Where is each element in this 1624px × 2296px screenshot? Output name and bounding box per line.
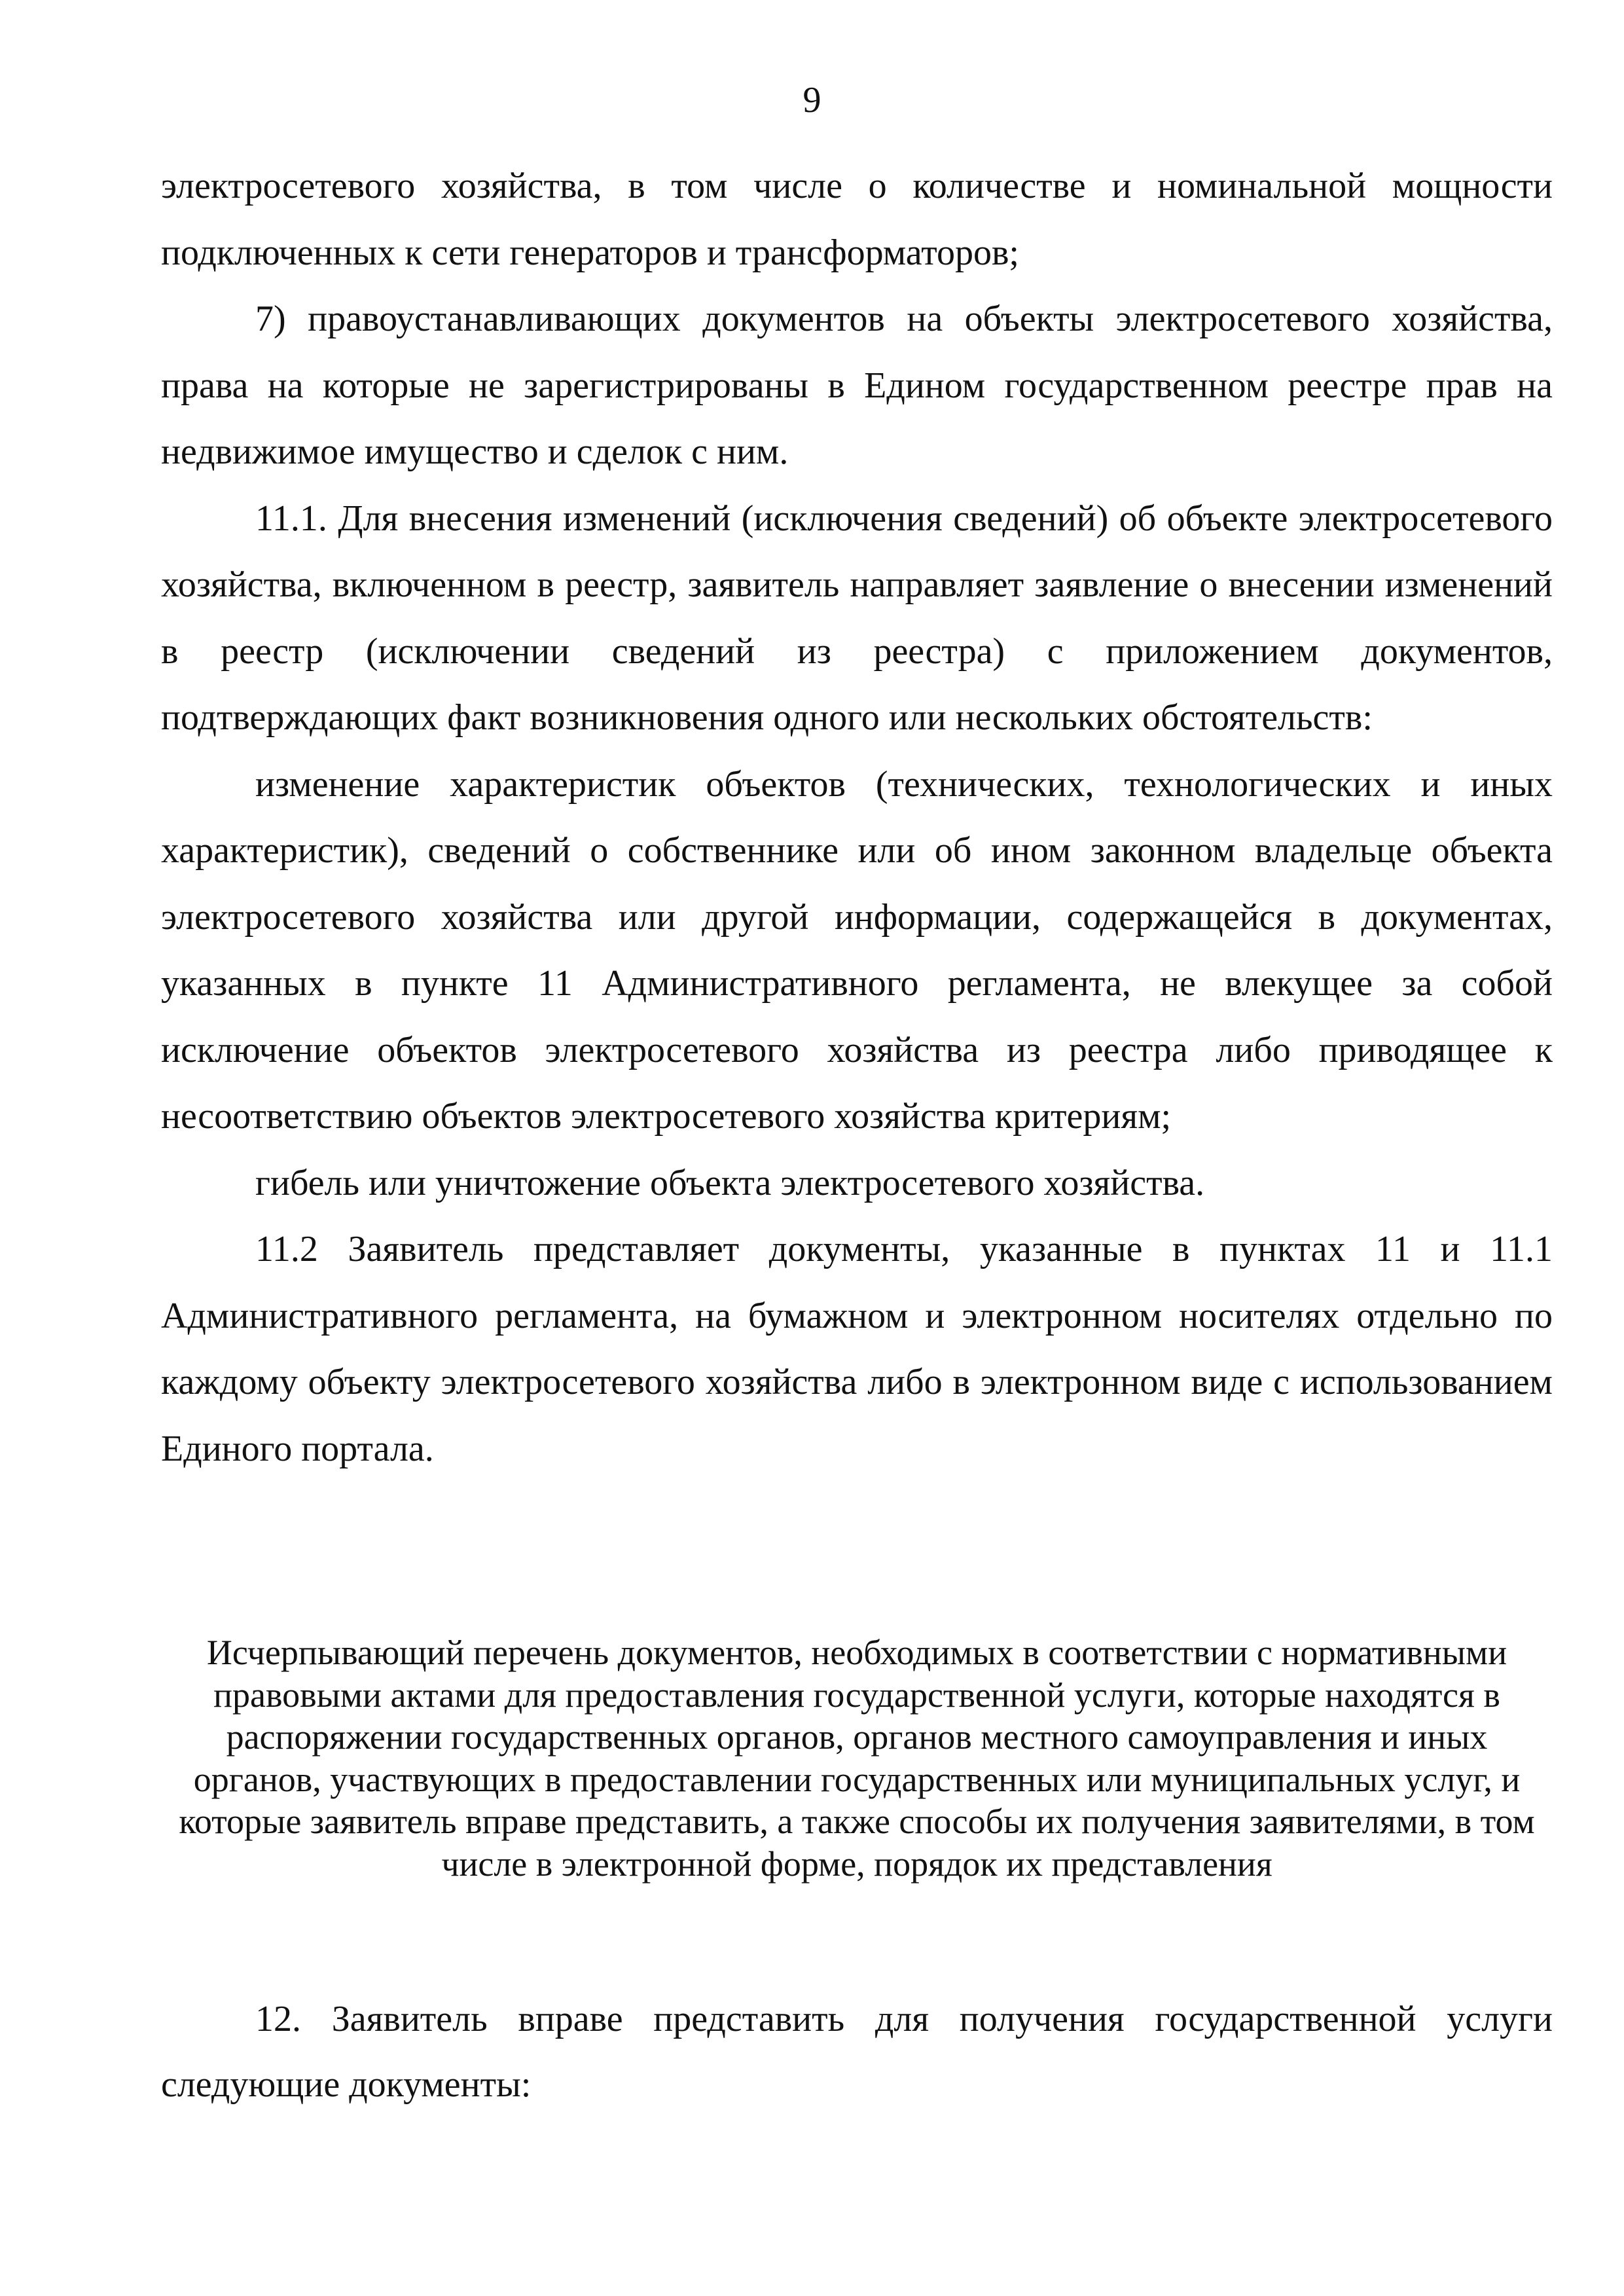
body-text xyxy=(161,153,1553,1482)
paragraph-destruction: гибель или уничтожение объекта электросетевого хозяйства. xyxy=(255,1162,1205,1203)
paragraph-change-characteristics: изменение характеристик объектов (технических, технологических и иных характеристик), сведений о собственнике или об ином законном владельце объекта электросетевого хозяйства или другой информации, содержащейся в документах, указанных в пункте 11 Административного регламента, не влекущее за собой исключение объектов электросетевого хозяйства из реестра либо приводящее к несоответствию объектов электросетевого хозяйства критериям; xyxy=(161,763,1553,1137)
final-text xyxy=(161,1986,1553,2117)
paragraph-11-1: 11.1. Для внесения изменений (исключения сведений) об объекте электросетевого хозяйства, включенном в реестр, заявитель направляет заявление о внесении изменений в реестр (исключении сведений из реестра) с приложением документов, подтверждающих факт возникновения одного или нескольких обстоятельств: xyxy=(161,498,1553,738)
paragraph-item-7: 7) правоустанавливающих документов на объекты электросетевого хозяйства, права на которые не зарегистрированы в Едином государственном реестре прав на недвижимое имущество и сделок с ним. xyxy=(161,299,1553,472)
paragraph-12: 12. Заявитель вправе представить для получения государственной услуги следующие документы: xyxy=(161,1999,1553,2105)
paragraph-continuation: электросетевого хозяйства, в том числе о количестве и номинальной мощности подключенных к сети генераторов и трансформаторов; xyxy=(161,166,1553,273)
section-heading: Исчерпывающий перечень документов, необходимых в соответствии с нормативными правовыми актами для предоставления государственной услуги, которые находятся в распоряжении государственных органов, органов местного самоуправления и иных органов, участвующих в предоставлении государственных или муниципальных услуг, и которые заявитель вправе представить, а также способы их получения заявителями, в том числе в электронной форме, порядок их представления xyxy=(179,1633,1535,1884)
page-number: 9 xyxy=(803,80,821,120)
paragraph-11-2: 11.2 Заявитель представляет документы, указанные в пунктах 11 и 11.1 Административного регламента, на бумажном и электронном носителях отдельно по каждому объекту электросетевого хозяйства либо в электронном виде с использованием Единого портала. xyxy=(161,1229,1553,1469)
